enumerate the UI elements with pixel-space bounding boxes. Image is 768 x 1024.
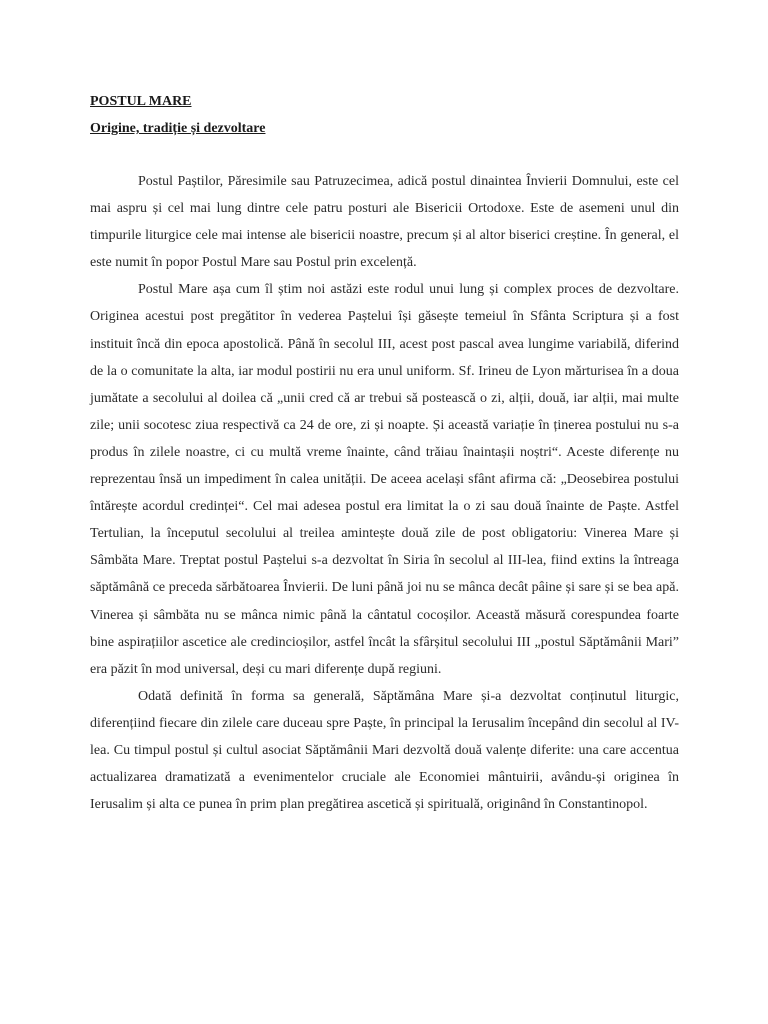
- paragraph-3: Odată definită în forma sa generală, Săptămâna Mare și-a dezvoltat conținutul liturgic, diferențiind fiecare din zilele care duceau spre Paște, în principal la Ierusalim începând din secolul al IV-lea. Cu timpul postul și cultul asociat Săptămânii Mari dezvoltă două valențe diferite: una care accentua actualizarea dramatizată a evenimentelor cruciale ale Economiei mântuirii, avându-și originea în Ierusalim și alta ce punea în prim plan pregătirea ascetică și spirituală, originând în Constantinopol.: [90, 688, 679, 813]
- document-subtitle: Origine, tradiție și dezvoltare: [90, 121, 266, 136]
- paragraph-2: Postul Mare așa cum îl știm noi astăzi este rodul unui lung și complex proces de dezvoltare. Originea acestui post pregătitor în vederea Paștelui își găsește temeiul în Sfânta Scriptura și a fost instituit încă din epoca apostolică. Până în secolul III, acest post pascal avea lungime variabilă, diferind de la o comunitate la alta, iar modul postirii nu era unul uniform. Sf. Irineu de Lyon mărturisea în a doua jumătate a secolului al doilea că „unii cred că ar trebui să postească o zi, alții, două, iar alții, mai multe zile; unii socotesc ziua respectivă ca 24 de ore, zi și noapte. Și această variație în ținerea postului nu s-a produs în zilele noastre, ci cu multă vreme înainte, când trăiau înaintașii noștri“. Aceste diferențe nu reprezentau însă un impediment în calea unității. De aceea același sfânt afirma că: „Deosebirea postului întărește acordul credinței“. Cel mai adesea postul era limitat la o zi sau două înainte de Paște. Astfel Tertulian, la începutul secolului al treilea amintește două zile de post obligatoriu: Vinerea Mare și Sâmbăta Mare. Treptat postul Paștelui s-a dezvoltat în Siria în secolul al III-lea, fiind extins la întreaga săptămână ce preceda sărbătoarea Învierii. De luni până joi nu se mânca decât pâine și sare și se bea apă. Vinerea și sâmbăta nu se mânca nimic până la cântatul cocoșilor. Această măsură corespundea foarte bine aspirațiilor ascetice ale credincioșilor, astfel încât la sfârșitul secolului III „postul Săptămânii Mari” era păzit în mod universal, deși cu mari diferențe după regiuni.: [90, 282, 679, 677]
- document-title: POSTUL MARE: [90, 94, 192, 109]
- document-body: [90, 168, 679, 818]
- document-content: [90, 91, 679, 818]
- paragraph-1: Postul Paștilor, Păresimile sau Patruzecimea, adică postul dinaintea Învierii Domnului, este cel mai aspru și cel mai lung dintre cele patru posturi ale Bisericii Ortodoxe. Este de asemeni unul din timpurile liturgice cele mai intense ale bisericii noastre, precum și al altor biserici creștine. În general, el este numit în popor Postul Mare sau Postul prin excelență.: [90, 174, 679, 271]
